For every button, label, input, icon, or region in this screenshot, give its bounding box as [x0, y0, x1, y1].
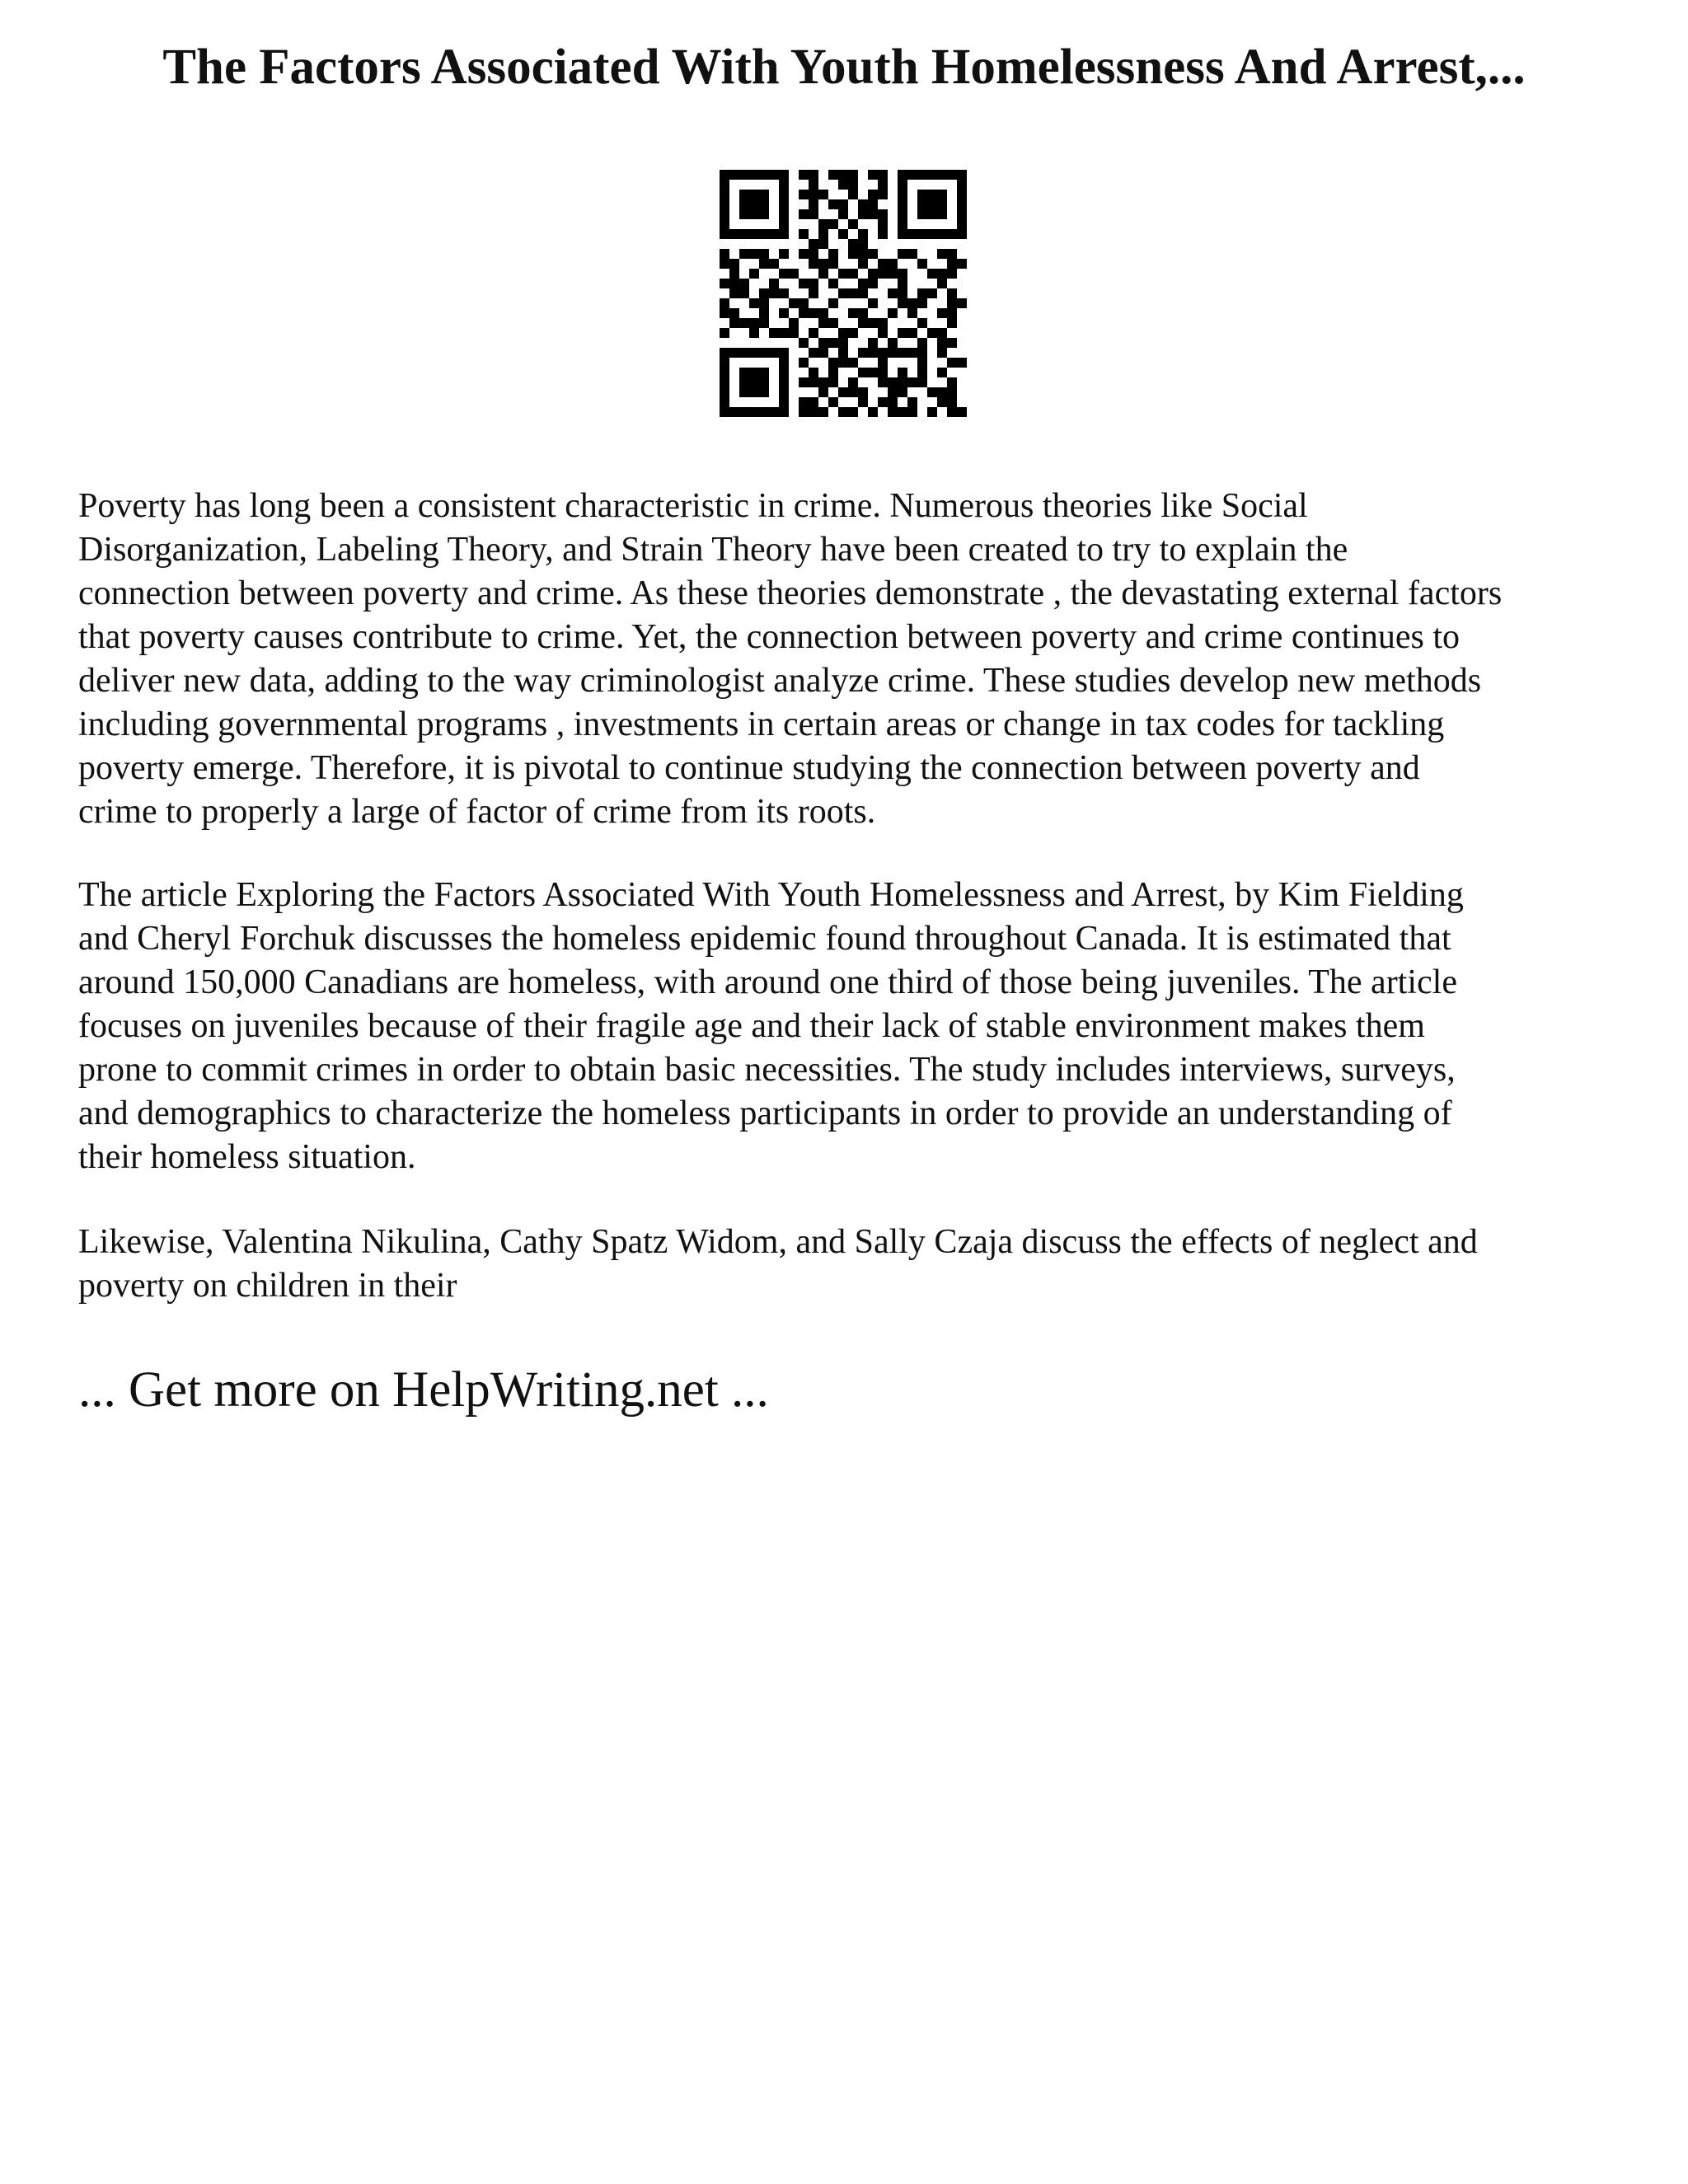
paragraph-line: focuses on juveniles because of their fragile age and their lack of stable environment makes them [78, 1007, 1425, 1045]
get-more-link[interactable]: ... Get more on HelpWriting.net ... [78, 1362, 769, 1418]
paragraph-line: their homeless situation. [78, 1138, 416, 1176]
paragraph-line: that poverty causes contribute to crime. Yet, the connection between poverty and crime continues to [78, 618, 1461, 656]
paragraph-line: Disorganization, Labeling Theory, and Strain Theory have been created to try to explain the [78, 531, 1348, 569]
paragraph-line: deliver new data, adding to the way criminologist analyze crime. These studies develop new methods [78, 662, 1482, 700]
paragraph-line: Poverty has long been a consistent characteristic in crime. Numerous theories like Social [78, 487, 1308, 525]
paragraph-line: prone to commit crimes in order to obtain basic necessities. The study includes interviews, surveys, [78, 1051, 1456, 1089]
paragraph-line: and Cheryl Forchuk discusses the homeless epidemic found throughout Canada. It is estimated that [78, 920, 1451, 958]
paragraph-line: and demographics to characterize the homeless participants in order to provide an understanding of [78, 1094, 1452, 1132]
paragraph-line: Likewise, Valentina Nikulina, Cathy Spatz Widom, and Sally Czaja discuss the effects of neglect and [78, 1223, 1478, 1261]
paragraph-line: connection between poverty and crime. As these theories demonstrate , the devastating external factors [78, 574, 1503, 612]
paragraph-line: poverty on children in their [78, 1267, 457, 1305]
qr-code-icon [720, 170, 967, 417]
page-title: The Factors Associated With Youth Homelessness And Arrest,... [162, 40, 1526, 95]
paragraph-line: poverty emerge. Therefore, it is pivotal to continue studying the connection between poverty and [78, 749, 1420, 787]
paragraph-2 [78, 874, 1620, 1179]
paragraph-line: crime to properly a large of factor of crime from its roots. [78, 793, 876, 831]
paragraph-3 [78, 1221, 1620, 1308]
paragraph-line: The article Exploring the Factors Associated With Youth Homelessness and Arrest, by Kim Fielding [78, 876, 1464, 914]
paragraph-1 [78, 485, 1620, 834]
paragraph-line: including governmental programs , investments in certain areas or change in tax codes for tackling [78, 705, 1445, 743]
paragraph-line: around 150,000 Canadians are homeless, with around one third of those being juveniles. The article [78, 963, 1457, 1001]
